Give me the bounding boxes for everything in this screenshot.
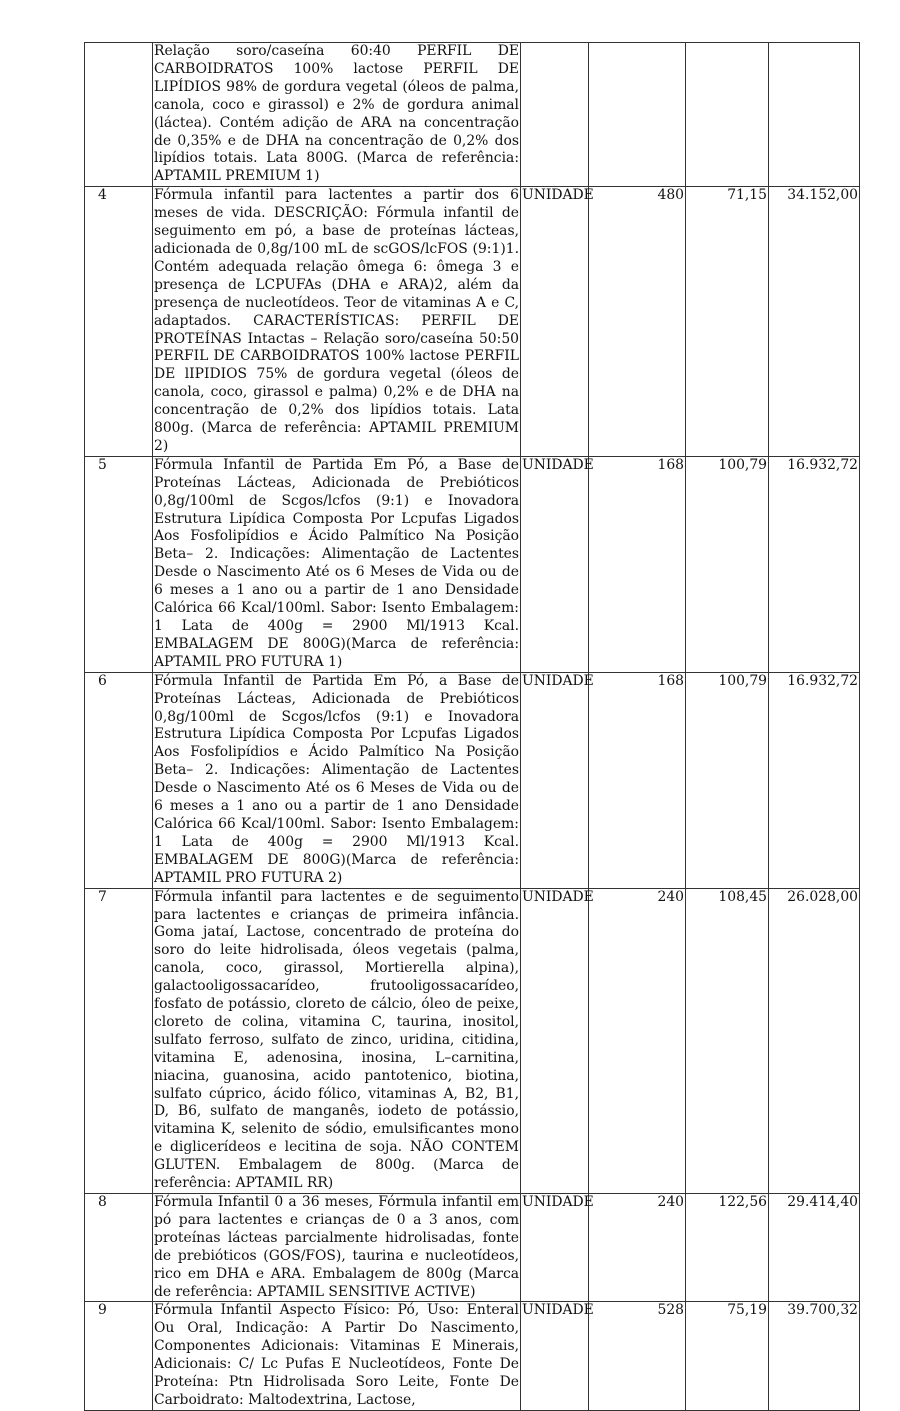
item-quantity: 168 xyxy=(589,456,686,672)
item-total: 26.028,00 xyxy=(769,888,860,1193)
item-number: 8 xyxy=(85,1194,153,1302)
item-unit: UNIDADE xyxy=(521,888,589,1193)
item-quantity: 480 xyxy=(589,187,686,457)
item-unit: UNIDADE xyxy=(521,1194,589,1302)
item-number xyxy=(85,43,153,187)
table-row xyxy=(85,456,860,672)
item-unit-price: 71,15 xyxy=(686,187,769,457)
table-row xyxy=(85,187,860,457)
item-unit-price: 122,56 xyxy=(686,1194,769,1302)
item-unit-price: 100,79 xyxy=(686,672,769,888)
item-quantity: 240 xyxy=(589,888,686,1193)
item-number: 7 xyxy=(85,888,153,1193)
item-description: Relação soro/caseína 60:40 PERFIL DE CARBOIDRATOS 100% lactose PERFIL DE LIPÍDIOS 98% de gordura vegetal (óleos de palma, canola, coco e girassol) e 2% de gordura animal (láctea). Contém adição de ARA na concentração de 0,35% e de DHA na concentração de 0,2% dos lipídios totais. Lata 800G. (Marca de referência: APTAMIL PREMIUM 1) xyxy=(153,43,521,187)
item-total: 39.700,32 xyxy=(769,1302,860,1410)
item-total: 29.414,40 xyxy=(769,1194,860,1302)
item-description: Fórmula Infantil Aspecto Físico: Pó, Uso: Enteral Ou Oral, Indicação: A Partir Do Nascimento, Componentes Adicionais: Vitaminas E Minerais, Adicionais: C/ Lc Pufas E Nucleotídeos, Fonte De Proteína: Ptn Hidrolisada Soro Leite, Fonte De Carboidrato: Maltodextrina, Lactose, xyxy=(153,1302,521,1410)
item-total: 34.152,00 xyxy=(769,187,860,457)
table-row xyxy=(85,43,860,187)
item-quantity: 240 xyxy=(589,1194,686,1302)
item-number: 4 xyxy=(85,187,153,457)
item-unit: UNIDADE xyxy=(521,1302,589,1410)
item-unit: UNIDADE xyxy=(521,187,589,457)
table-row xyxy=(85,1302,860,1410)
item-description: Fórmula Infantil de Partida Em Pó, a Base de Proteínas Lácteas, Adicionada de Prebióticos 0,8g/100ml de Scgos/lcfos (9:1) e Inovadora Estrutura Lipídica Composta Por Lcpufas Ligados Aos Fosfolipídios e Ácido Palmítico Na Posição Beta– 2. Indicações: Alimentação de Lactentes Desde o Nascimento Até os 6 Meses de Vida ou de 6 meses a 1 ano ou a partir de 1 ano Densidade Calórica 66 Kcal/100ml. Sabor: Isento Embalagem: 1 Lata de 400g = 2900 Ml/1913 Kcal. EMBALAGEM DE 800G)(Marca de referência: APTAMIL PRO FUTURA 2) xyxy=(153,672,521,888)
item-description: Fórmula Infantil de Partida Em Pó, a Base de Proteínas Lácteas, Adicionada de Prebióticos 0,8g/100ml de Scgos/lcfos (9:1) e Inovadora Estrutura Lipídica Composta Por Lcpufas Ligados Aos Fosfolipídios e Ácido Palmítico Na Posição Beta– 2. Indicações: Alimentação de Lactentes Desde o Nascimento Até os 6 Meses de Vida ou de 6 meses a 1 ano ou a partir de 1 ano Densidade Calórica 66 Kcal/100ml. Sabor: Isento Embalagem: 1 Lata de 400g = 2900 Ml/1913 Kcal. EMBALAGEM DE 800G)(Marca de referência: APTAMIL PRO FUTURA 1) xyxy=(153,456,521,672)
item-total: 16.932,72 xyxy=(769,456,860,672)
item-total: 16.932,72 xyxy=(769,672,860,888)
items-table xyxy=(84,42,860,1411)
item-quantity xyxy=(589,43,686,187)
item-unit: UNIDADE xyxy=(521,456,589,672)
item-total xyxy=(769,43,860,187)
item-unit-price: 108,45 xyxy=(686,888,769,1193)
item-unit-price xyxy=(686,43,769,187)
item-unit-price: 100,79 xyxy=(686,456,769,672)
item-number: 5 xyxy=(85,456,153,672)
item-number: 6 xyxy=(85,672,153,888)
item-unit-price: 75,19 xyxy=(686,1302,769,1410)
table-row xyxy=(85,1194,860,1302)
item-unit xyxy=(521,43,589,187)
item-description: Fórmula infantil para lactentes e de seguimento para lactentes e crianças de primeira infância. Goma jataí, Lactose, concentrado de proteína do soro do leite hidrolisada, óleos vegetais (palma, canola, coco, girassol, Mortierella alpina), galactooligossacarídeo, frutooligossacarídeo, fosfato de potássio, cloreto de cálcio, óleo de peixe, cloreto de colina, vitamina C, taurina, inositol, sulfato ferroso, sulfato de zinco, uridina, citidina, vitamina E, adenosina, inosina, L–carnitina, niacina, guanosina, acido pantotenico, biotina, sulfato cúprico, ácido fólico, vitaminas A, B2, B1, D, B6, sulfato de manganês, iodeto de potássio, vitamina K, selenito de sódio, emulsificantes mono e diglicerídeos e lecitina de soja. NÃO CONTEM GLUTEN. Embalagem de 800g. (Marca de referência: APTAMIL RR) xyxy=(153,888,521,1193)
item-unit: UNIDADE xyxy=(521,672,589,888)
table-row xyxy=(85,672,860,888)
item-description: Fórmula infantil para lactentes a partir dos 6 meses de vida. DESCRIÇÃO: Fórmula infantil de seguimento em pó, a base de proteínas lácteas, adicionada de 0,8g/100 mL de scGOS/lcFOS (9:1)1. Contém adequada relação ômega 6: ômega 3 e presença de LCPUFAs (DHA e ARA)2, além da presença de nucleotídeos. Teor de vitaminas A e C, adaptados. CARACTERÍSTICAS: PERFIL DE PROTEÍNAS Intactas – Relação soro/caseína 50:50 PERFIL DE CARBOIDRATOS 100% lactose PERFIL DE lIPIDIOS 75% de gordura vegetal (óleos de canola, coco, girassol e palma) 0,2% e de DHA na concentração de 0,2% dos lipídios totais. Lata 800g. (Marca de referência: APTAMIL PREMIUM 2) xyxy=(153,187,521,457)
item-quantity: 168 xyxy=(589,672,686,888)
item-number: 9 xyxy=(85,1302,153,1410)
table-row xyxy=(85,888,860,1193)
item-quantity: 528 xyxy=(589,1302,686,1410)
item-description: Fórmula Infantil 0 a 36 meses, Fórmula infantil em pó para lactentes e crianças de 0 a 3 anos, com proteínas lácteas parcialmente hidrolisadas, fonte de prebióticos (GOS/FOS), taurina e nucleotídeos, rico em DHA e ARA. Embalagem de 800g (Marca de referência: APTAMIL SENSITIVE ACTIVE) xyxy=(153,1194,521,1302)
